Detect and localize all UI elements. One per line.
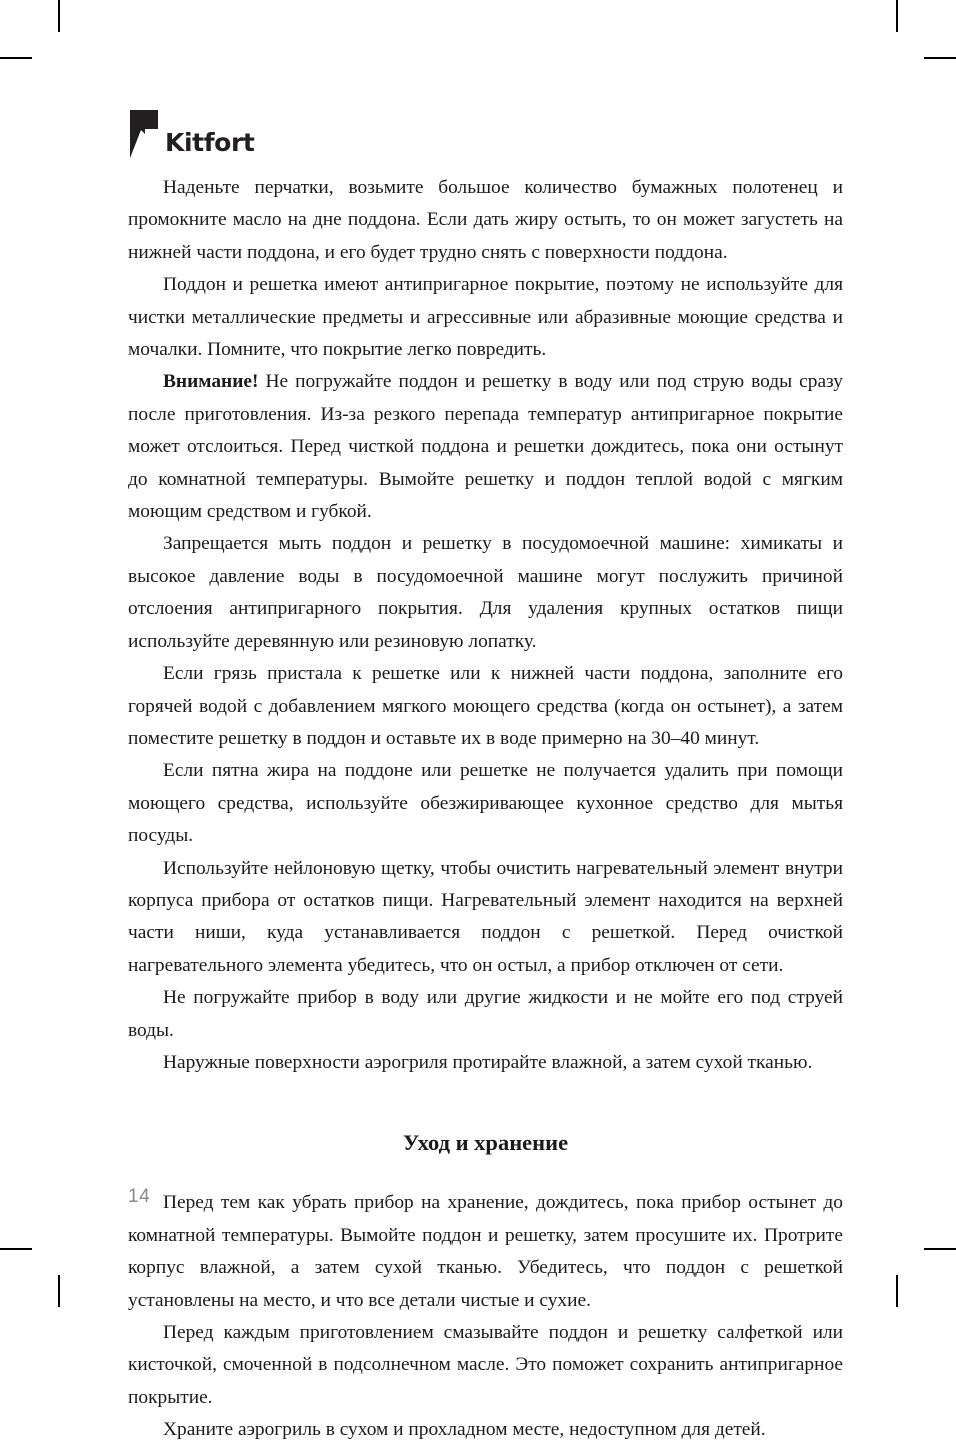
paragraph: Используйте нейлоновую щетку, чтобы очистить нагревательный элемент внутри корпуса прибора от остатков пищи. Нагревательный элемент находится на верхней части ниши, куда устанавливается поддон с решеткой. Перед очисткой нагревательного элемента убедитесь, что он остыл, а прибор отключен от сети. (128, 857, 843, 976)
crop-mark-top-right-vertical (896, 0, 898, 32)
page-body (128, 172, 843, 1447)
crop-mark-top-left-vertical (58, 0, 60, 32)
paragraph: Поддон и решетка имеют антипригарное покрытие, поэтому не используйте для чистки металлические предметы и агрессивные или абразивные моющие средства и мочалки. Помните, что покрытие легко повредить. (128, 274, 843, 361)
brand-logo (128, 107, 254, 159)
section-heading: Уход и хранение (402, 1130, 569, 1156)
paragraph: Запрещается мыть поддон и решетку в посудомоечной машине: химикаты и высокое давление воды в посудомоечной машине могут послужить причиной отслоения антипригарного покрытия. Для удаления крупных остатков пищи используйте деревянную или резиновую лопатку. (128, 533, 843, 652)
paragraph: Если грязь пристала к решетке или к нижней части поддона, заполните его горячей водой с добавлением мягкого моющего средства (когда он остынет), а затем поместите решетку в поддон и оставьте их в воде примерно на 30–40 минут. (128, 663, 843, 749)
crop-mark-top-left-horizontal (0, 57, 32, 59)
paragraph: Храните аэрогриль в сухом и прохладном месте, недоступном для детей. (163, 1419, 766, 1441)
page-number: 14 (128, 1186, 151, 1207)
paragraph: Если пятна жира на поддоне или решетке не получается удалить при помощи моющего средства, используйте обезжиривающее кухонное средство для мытья посуды. (128, 760, 843, 847)
manual-page (128, 0, 843, 1441)
paragraph: Наружные поверхности аэрогриля протирайте влажной, а затем сухой тканью. (163, 1051, 813, 1073)
section-care-and-storage (128, 1079, 843, 1446)
paragraph-warning (128, 366, 843, 528)
crop-mark-bottom-left-vertical (58, 1275, 60, 1307)
crop-mark-bottom-right-horizontal (924, 1248, 956, 1250)
paragraph: Не погружайте прибор в воду или другие жидкости и не мойте его под струей воды. (128, 987, 843, 1041)
warning-label: Внимание! (163, 371, 259, 393)
crop-mark-bottom-right-vertical (896, 1275, 898, 1307)
crop-mark-bottom-left-horizontal (0, 1248, 32, 1250)
paragraph: Наденьте перчатки, возьмите большое количество бумажных полотенец и промокните масло на дне поддона. Если дать жиру остыть, то он может загустеть на нижней части поддона, и его будет трудно снять с поверхности поддона. (128, 177, 843, 263)
brand-name: Kitfort (165, 128, 255, 157)
kitfort-flag-logo-icon (128, 109, 160, 159)
section-cleaning (128, 172, 843, 1079)
paragraph: Перед тем как убрать прибор на хранение, дождитесь, пока прибор остынет до комнатной температуры. Вымойте поддон и решетку, затем просушите их. Протрите корпус влажной, а затем сухой тканью. Убедитесь, что поддон с решеткой установлены на место, и что все детали чистые и сухие. (128, 1192, 843, 1311)
crop-mark-top-right-horizontal (924, 57, 956, 59)
paragraph: Перед каждым приготовлением смазывайте поддон и решетку салфеткой или кисточкой, смоченной в подсолнечном масле. Это поможет сохранить антипригарное покрытие. (128, 1322, 843, 1408)
warning-text: Не погружайте поддон и решетку в воду или под струю воды сразу после приготовления. Из-за резкого перепада температур антипригарное покрытие может отслоиться. Перед чисткой поддона и решетки дождитесь, пока они остынут до комнатной температуры. Вымойте решетку и поддон теплой водой с мягким моющим средством и губкой. (128, 371, 843, 523)
